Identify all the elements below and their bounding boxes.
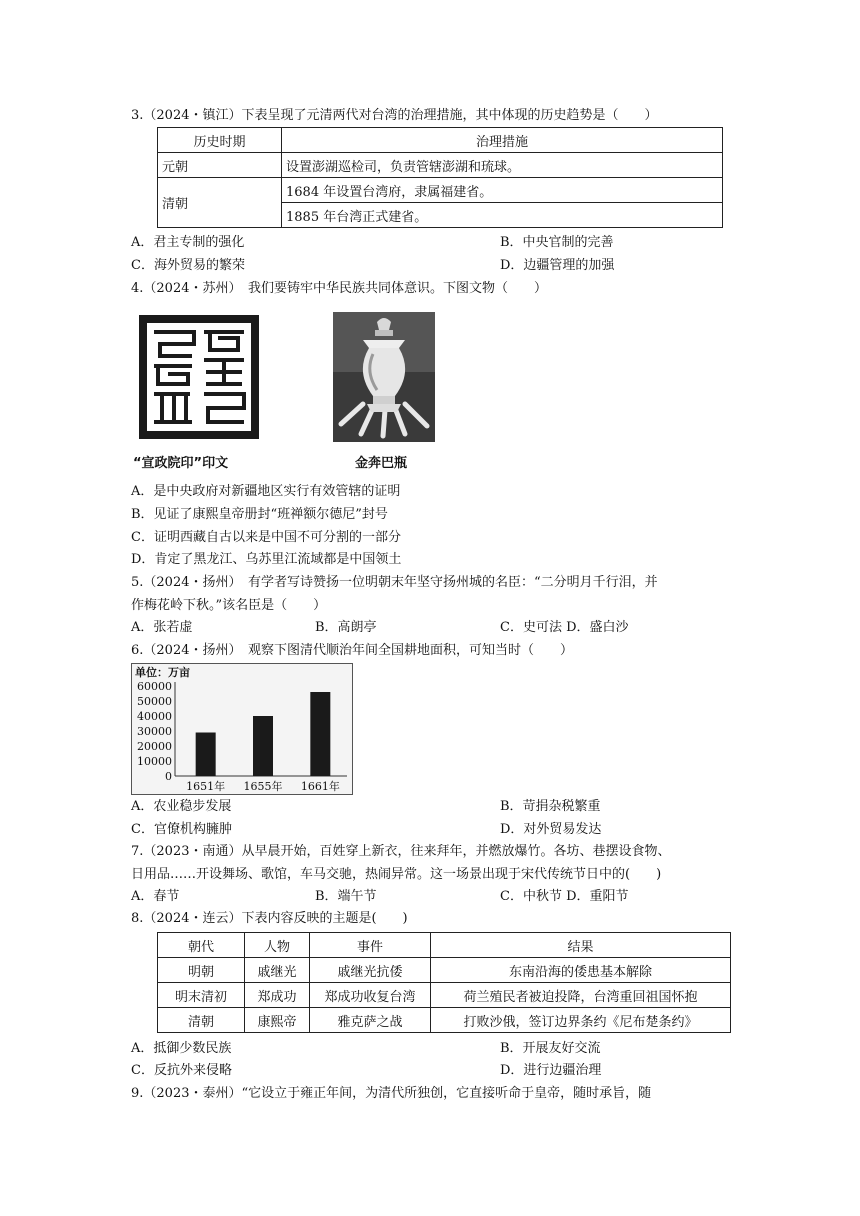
- q7-option-cd: C．中秋节 D．重阳节: [500, 889, 629, 904]
- q6-option-a: A．农业稳步发展: [131, 799, 232, 814]
- q5-option-b: B．高朗亭: [315, 620, 377, 635]
- q8-stem: 8.（2024・连云）下表内容反映的主题是( ): [131, 911, 408, 926]
- farmland-bar-chart: [131, 663, 353, 799]
- q8-option-a: A．抵御少数民族: [131, 1041, 232, 1056]
- q5-option-cd: C．史可法 D．盛白沙: [500, 620, 629, 635]
- table-cell: 康熙帝: [245, 1008, 310, 1033]
- q7-option-a: A．春节: [131, 889, 180, 904]
- q8-option-b: B．开展友好交流: [500, 1041, 601, 1056]
- x-tick-label: 1655年: [243, 780, 283, 793]
- golden-urn-image: [333, 312, 435, 446]
- q5-option-a: A．张若虚: [131, 620, 193, 635]
- urn-caption: 金奔巴瓶: [355, 456, 408, 471]
- q6-stem: 6.（2024・扬州） 观察下图清代顺治年间全国耕地面积，可知当时（ ）: [131, 643, 573, 658]
- q4-stem: 4.（2024・苏州） 我们要铸牢中华民族共同体意识。下图文物（ ）: [131, 281, 547, 296]
- table-cell: 郑成功: [245, 983, 310, 1008]
- q8-option-d: D．进行边疆治理: [500, 1063, 602, 1078]
- table-header: 历史时期: [158, 128, 282, 153]
- q3-option-b: B．中央官制的完善: [500, 235, 614, 250]
- y-tick-label: 60000: [137, 680, 172, 693]
- q6-option-b: B．苛捐杂税繁重: [500, 799, 601, 814]
- q4-option-b: B．见证了康熙皇帝册封“班禅额尔德尼”封号: [131, 507, 388, 522]
- bar: [253, 716, 273, 776]
- table-header: 人物: [245, 933, 310, 958]
- table-cell: 1684 年设置台湾府，隶属福建省。: [282, 178, 723, 203]
- y-tick-label: 50000: [137, 695, 172, 708]
- table-cell: 设置澎湖巡检司，负责管辖澎湖和琉球。: [282, 153, 723, 178]
- table-cell: 东南沿海的倭患基本解除: [431, 958, 731, 983]
- table-cell: 戚继光抗倭: [310, 958, 431, 983]
- q3-option-d: D．边疆管理的加强: [500, 258, 615, 273]
- x-tick-label: 1651年: [186, 780, 226, 793]
- q7-option-b: B．端午节: [315, 889, 377, 904]
- seal-caption: “宣政院印”印文: [133, 456, 229, 471]
- q9-stem: 9.（2023・泰州）“它设立于雍正年间，为清代所独创，它直接听命于皇帝，随时承旨，随: [131, 1086, 652, 1101]
- q6-option-d: D．对外贸易发达: [500, 822, 602, 837]
- q3-stem: 3.（2024・镇江）下表呈现了元清两代对台湾的治理措施，其中体现的历史趋势是（ ）: [131, 108, 658, 123]
- q8-table: [157, 932, 731, 1033]
- bar: [310, 692, 330, 776]
- q7-stem-line1: 7.（2023・南通）从早晨开始，百姓穿上新衣，往来拜年，并燃放爆竹。各坊、巷摆设食物、: [131, 844, 671, 859]
- q8-option-c: C．反抗外来侵略: [131, 1063, 232, 1078]
- table-cell: 元朝: [158, 153, 282, 178]
- bar: [196, 733, 216, 777]
- y-tick-label: 40000: [137, 710, 172, 723]
- table-header: 事件: [310, 933, 431, 958]
- q6-option-c: C．官僚机构臃肿: [131, 822, 232, 837]
- q5-stem-line1: 5.（2024・扬州） 有学者写诗赞扬一位明朝末年坚守扬州城的名臣：“二分明月千行泪，并: [131, 575, 658, 590]
- q3-option-a: A．君主专制的强化: [131, 235, 245, 250]
- q4-option-a: A．是中央政府对新疆地区实行有效管辖的证明: [131, 484, 401, 499]
- y-tick-label: 10000: [137, 755, 172, 768]
- table-cell: 雅克萨之战: [310, 1008, 431, 1033]
- table-cell: 打败沙俄，签订边界条约《尼布楚条约》: [431, 1008, 731, 1033]
- table-cell: 荷兰殖民者被迫投降，台湾重回祖国怀抱: [431, 983, 731, 1008]
- table-row: [158, 983, 731, 1008]
- y-tick-label: 20000: [137, 740, 172, 753]
- table-header: 朝代: [158, 933, 245, 958]
- table-cell: 明朝: [158, 958, 245, 983]
- table-header: 治理措施: [282, 128, 723, 153]
- table-cell: 1885 年台湾正式建省。: [282, 203, 723, 228]
- y-tick-label: 0: [165, 770, 172, 783]
- q3-table: [157, 127, 723, 228]
- x-tick-label: 1661年: [300, 780, 340, 793]
- table-cell: 明末清初: [158, 983, 245, 1008]
- q7-stem-line2: 日用品……开设舞场、歌馆，车马交驰，热闹异常。这一场景出现于宋代传统节日中的( ): [131, 867, 662, 882]
- table-header: 结果: [431, 933, 731, 958]
- chart-title: 单位：万亩: [135, 666, 190, 679]
- q5-stem-line2: 作梅花岭下秋。”该名臣是（ ）: [131, 598, 327, 613]
- q4-option-c: C．证明西藏自古以来是中国不可分割的一部分: [131, 530, 401, 545]
- table-cell: 清朝: [158, 178, 282, 228]
- table-cell: 戚继光: [245, 958, 310, 983]
- table-cell: 清朝: [158, 1008, 245, 1033]
- seal-image: [138, 314, 260, 444]
- q3-option-c: C．海外贸易的繁荣: [131, 258, 245, 273]
- y-tick-label: 30000: [137, 725, 172, 738]
- table-cell: 郑成功收复台湾: [310, 983, 431, 1008]
- q4-option-d: D．肯定了黑龙江、乌苏里江流域都是中国领土: [131, 552, 402, 567]
- table-row: [158, 1008, 731, 1033]
- table-row: [158, 958, 731, 983]
